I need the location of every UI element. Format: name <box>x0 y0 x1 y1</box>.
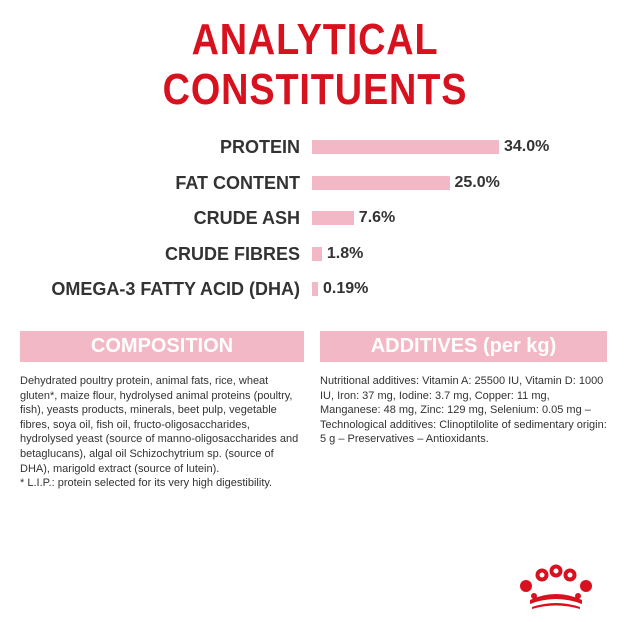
constituent-value: 0.19% <box>323 280 369 297</box>
additives-text: Nutritional additives: Vitamin A: 25500 IU, Vitamin D: 1000 IU, Iron: 37 mg, Iodine: 3.7 mg, Copper: 11 mg, Manganese: 48 mg, Zinc: 129 mg, Selenium: 0.05 mg – Technological additives: Clinoptilolite of sedimentary origin: 5 g – Preservatives – Antioxidants. <box>320 375 607 446</box>
constituent-row <box>0 243 630 265</box>
composition-text-block <box>20 374 305 491</box>
constituent-value: 25.0% <box>454 173 500 191</box>
additives-text-block <box>320 374 607 447</box>
constituent-row <box>0 172 630 194</box>
constituent-label: FAT CONTENT <box>175 172 300 193</box>
constituent-value: 1.8% <box>326 244 364 262</box>
constituent-row <box>0 278 630 300</box>
composition-heading: COMPOSITION <box>20 331 304 362</box>
constituent-bar <box>312 247 322 261</box>
constituent-bar <box>312 176 450 190</box>
constituent-bar <box>312 211 354 225</box>
constituent-label: CRUDE ASH <box>193 208 300 228</box>
constituent-label: OMEGA-3 FATTY ACID (DHA) <box>51 279 300 299</box>
analytical-constituents-chart <box>0 136 630 316</box>
constituent-bar <box>312 140 499 154</box>
constituent-label: CRUDE FIBRES <box>164 243 300 264</box>
composition-footnote: * L.I.P.: protein selected for its very high digestibility. <box>20 477 273 490</box>
constituent-row <box>0 136 630 158</box>
constituent-label: PROTEIN <box>219 137 300 157</box>
constituent-value: 7.6% <box>358 209 396 226</box>
constituent-bar <box>312 282 318 296</box>
composition-text: Dehydrated poultry protein, animal fats, rice, wheat gluten*, maize flour, hydrolysed animal proteins (poultry, fish), yeasts products, minerals, beet pulp, vegetable fibres, soya oil, fish oil, fructo-oligosaccharides, hydrolysed yeast (source of manno-oligosaccharides and betaglucans), algal oil Schizochytrium sp. (source of DHA), marigold extract (source of lutein). <box>20 375 299 475</box>
page-title-line-2: CONSTITUENTS <box>162 65 468 114</box>
additives-heading: ADDITIVES (per kg) <box>320 331 607 362</box>
constituent-row <box>0 207 630 229</box>
constituent-value: 34.0% <box>504 138 550 155</box>
page-title-line-1: ANALYTICAL <box>191 15 439 64</box>
royal-canin-crown-logo-icon <box>516 564 596 610</box>
